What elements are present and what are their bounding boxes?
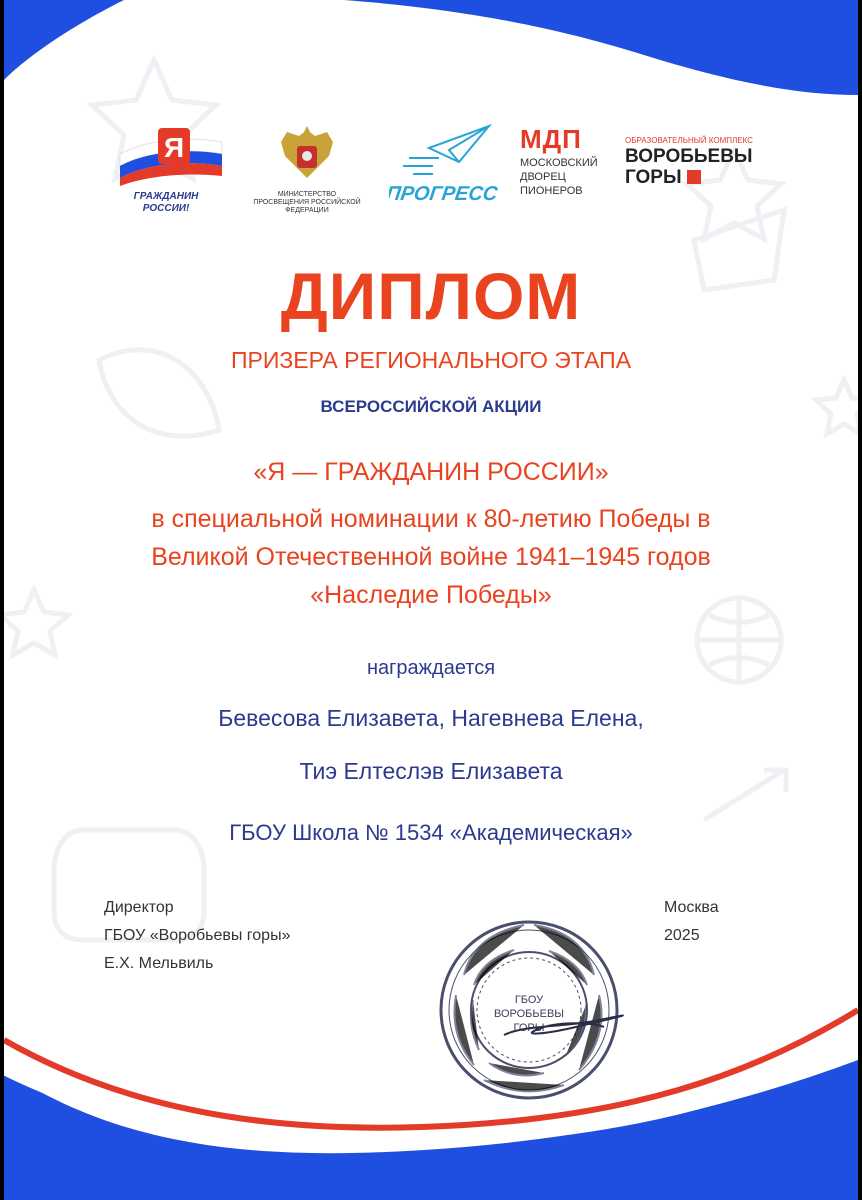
coat-of-arms-icon <box>252 124 362 186</box>
vg-top-caption: ОБРАЗОВАТЕЛЬНЫЙ КОМПЛЕКС <box>625 136 753 145</box>
moscow-palace-of-pioneers-logo <box>520 126 610 216</box>
vorobyovy-gory-logo <box>625 136 755 216</box>
official-stamp <box>434 915 624 1105</box>
bottom-wave-decoration <box>4 1000 858 1200</box>
mdp-line1: МОСКОВСКИЙ <box>520 157 598 169</box>
director-title: Директор <box>104 899 174 916</box>
awarded-label: награждается <box>366 657 496 679</box>
place-date-block <box>664 894 719 950</box>
mdp-mark: МДП <box>520 124 582 154</box>
citizen-logo-caption: ГРАЖДАНИН РОССИИ! <box>133 191 199 214</box>
svg-text:ПРОГРЕСС: ПРОГРЕСС <box>389 183 499 205</box>
director-organization: ГБОУ «Воробьевы горы» <box>104 927 291 944</box>
director-name: Е.Х. Мельвиль <box>104 955 214 972</box>
flag-ribbon-icon <box>116 126 226 186</box>
recipient-names-line-2: Тиэ Елтеслэв Елизавета <box>299 758 563 784</box>
nomination-line-3: «Наследие Победы» <box>310 581 552 609</box>
stamp-center-line-3: ГОРЫ <box>513 1022 545 1034</box>
stamp-center-line-1: ГБОУ <box>514 994 544 1006</box>
city: Москва <box>664 899 719 916</box>
vg-mark-icon <box>687 170 701 184</box>
diploma-subtitle: ПРИЗЕРА РЕГИОНАЛЬНОГО ЭТАПА <box>230 347 632 373</box>
stamp-center-line-2: ВОРОБЬЕВЫ <box>493 1008 565 1020</box>
mdp-line2: ДВОРЕЦ <box>520 171 566 183</box>
paper-plane-icon <box>389 118 499 212</box>
recipient-names-line-1: Бевесова Елизавета, Нагевнева Елена, <box>218 705 644 731</box>
citizen-of-russia-logo <box>116 126 226 216</box>
director-signature-block <box>104 894 290 978</box>
action-type: ВСЕРОССИЙСКОЙ АКЦИИ <box>320 397 542 416</box>
school-name: ГБОУ Школа № 1534 «Академическая» <box>229 820 633 845</box>
svg-text:Я: Я <box>163 132 185 163</box>
diploma-title: ДИПЛОМ <box>280 259 582 333</box>
nomination-line-1: в специальной номинации к 80-летию Победы в <box>151 505 711 533</box>
mdp-line3: ПИОНЕРОВ <box>520 185 583 197</box>
year: 2025 <box>664 927 700 944</box>
vg-line2: ГОРЫ <box>625 167 682 188</box>
progress-logo <box>389 118 499 212</box>
action-name: «Я — ГРАЖДАНИН РОССИИ» <box>253 458 609 486</box>
diploma-page <box>4 0 858 1200</box>
logo-row <box>4 118 858 218</box>
ministry-logo <box>252 124 362 218</box>
nomination-line-2: Великой Отечественной войне 1941–1945 годов <box>151 543 711 571</box>
ministry-caption: МИНИСТЕРСТВО ПРОСВЕЩЕНИЯ РОССИЙСКОЙ ФЕДЕРАЦИИ <box>253 191 361 214</box>
vg-line1: ВОРОБЬЕВЫ <box>625 146 753 167</box>
